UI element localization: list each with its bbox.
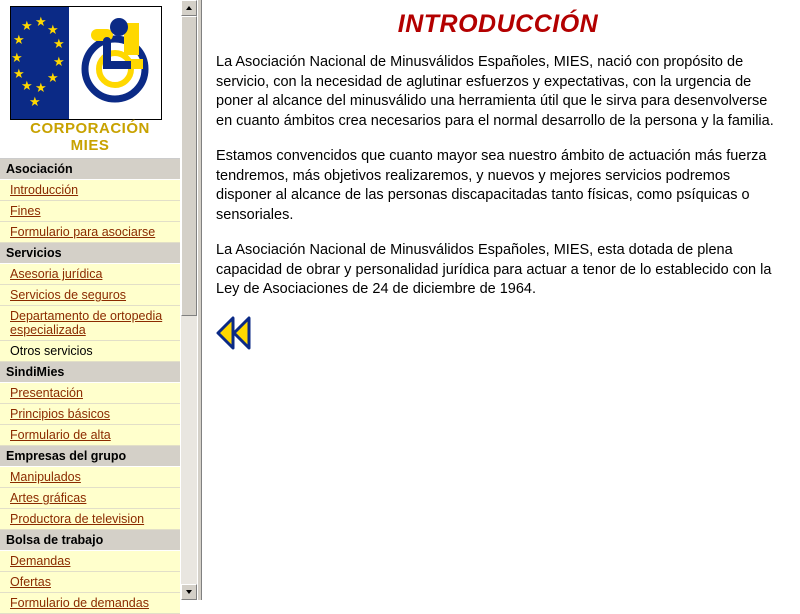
menu-header-bolsa-trabajo: Bolsa de trabajo <box>0 530 180 551</box>
menu-item-asesoria-juridica[interactable] <box>0 264 180 285</box>
intro-paragraph-3: La Asociación Nacional de Minusválidos Españoles, MIES, esta dotada de plena capacidad de obrar y personalidad jurídica para actuar a tenor de lo establecido con la Ley de Asociaciones de 24 de diciembre de 1964. <box>216 242 772 297</box>
menu-header-sindimies: SindiMies <box>0 362 180 383</box>
menu-item-formulario-asociarse[interactable] <box>0 222 180 243</box>
double-left-arrow-icon[interactable] <box>216 316 252 350</box>
logo-caption-line1: CORPORACIÓN <box>30 120 150 137</box>
menu-item-ortopedia[interactable] <box>0 306 180 341</box>
menu-link-ortopedia[interactable]: Departamento de ortopedia especializada <box>10 309 163 337</box>
menu-item-presentacion[interactable] <box>0 383 180 404</box>
menu-item-formulario-demandas[interactable] <box>0 593 180 614</box>
eu-flag-panel: ★ ★ ★ ★ ★ ★ ★ ★ ★ ★ ★ ★ <box>11 7 69 119</box>
menu-link-manipulados[interactable]: Manipulados <box>10 470 81 484</box>
sidebar-scrollbar[interactable] <box>180 0 197 600</box>
scrollbar-track[interactable] <box>181 16 197 584</box>
menu-link-artes-graficas[interactable]: Artes gráficas <box>10 491 87 505</box>
logo-caption <box>0 120 180 154</box>
menu-item-otros-servicios[interactable] <box>0 341 180 362</box>
menu-item-introduccion[interactable] <box>0 180 180 201</box>
scrollbar-thumb[interactable] <box>181 16 197 316</box>
page-title: INTRODUCCIÓN <box>397 10 599 38</box>
intro-paragraph-2: Estamos convencidos que cuanto mayor sea nuestro ámbito de actuación más fuerza tendremos, más objetivos realizaremos, y nuevos y mejores servicios podremos disponer al alcance de las personas discapacitadas tanto físicas, como psíquicas o sensoriales. <box>216 148 767 223</box>
menu-item-formulario-alta[interactable] <box>0 425 180 446</box>
scroll-down-arrow-icon[interactable] <box>181 584 197 600</box>
menu-header-empresas-grupo: Empresas del grupo <box>0 446 180 467</box>
scroll-up-arrow-icon[interactable] <box>181 0 197 16</box>
menu-link-demandas[interactable]: Demandas <box>10 554 71 568</box>
menu-item-demandas[interactable] <box>0 551 180 572</box>
menu-item-ofertas[interactable] <box>0 572 180 593</box>
menu-link-productora-television[interactable]: Productora de television <box>10 512 145 526</box>
menu-link-formulario-demandas[interactable]: Formulario de demandas <box>10 596 149 610</box>
menu-item-fines[interactable] <box>0 201 180 222</box>
menu-link-principios-basicos[interactable]: Principios básicos <box>10 407 111 421</box>
menu-link-asesoria-juridica[interactable]: Asesoria jurídica <box>10 267 103 281</box>
wheelchair-icon <box>69 7 161 119</box>
menu-header-servicios: Servicios <box>0 243 180 264</box>
sidebar-frame <box>0 0 180 610</box>
sidebar-menu <box>0 158 180 614</box>
menu-link-presentacion[interactable]: Presentación <box>10 386 83 400</box>
menu-link-otros-servicios[interactable]: Otros servicios <box>10 344 93 358</box>
menu-item-artes-graficas[interactable] <box>0 488 180 509</box>
content-frame <box>202 0 800 600</box>
corporacion-mies-logo <box>10 6 162 120</box>
menu-item-productora-television[interactable] <box>0 509 180 530</box>
menu-link-introduccion[interactable]: Introducción <box>10 183 79 197</box>
menu-item-servicios-seguros[interactable] <box>0 285 180 306</box>
menu-link-fines[interactable]: Fines <box>10 204 41 218</box>
menu-link-ofertas[interactable]: Ofertas <box>10 575 51 589</box>
menu-link-servicios-seguros[interactable]: Servicios de seguros <box>10 288 127 302</box>
logo-caption-line2: MIES <box>70 137 110 154</box>
menu-item-manipulados[interactable] <box>0 467 180 488</box>
menu-link-formulario-alta[interactable]: Formulario de alta <box>10 428 111 442</box>
menu-item-principios-basicos[interactable] <box>0 404 180 425</box>
menu-header-asociacion: Asociación <box>0 159 180 180</box>
menu-link-formulario-asociarse[interactable]: Formulario para asociarse <box>10 225 156 239</box>
intro-paragraph-1: La Asociación Nacional de Minusválidos Españoles, MIES, nació con propósito de servicio, con la necesidad de aglutinar esfuerzos y expectativas, con la urgencia de poner al alcance del minusválido una herramienta útil que le sirva para desenvolverse en cuanto ámbitos crea necesarios para el normal desarrollo de la persona y la familia. <box>216 54 774 129</box>
logo-area <box>0 0 180 158</box>
